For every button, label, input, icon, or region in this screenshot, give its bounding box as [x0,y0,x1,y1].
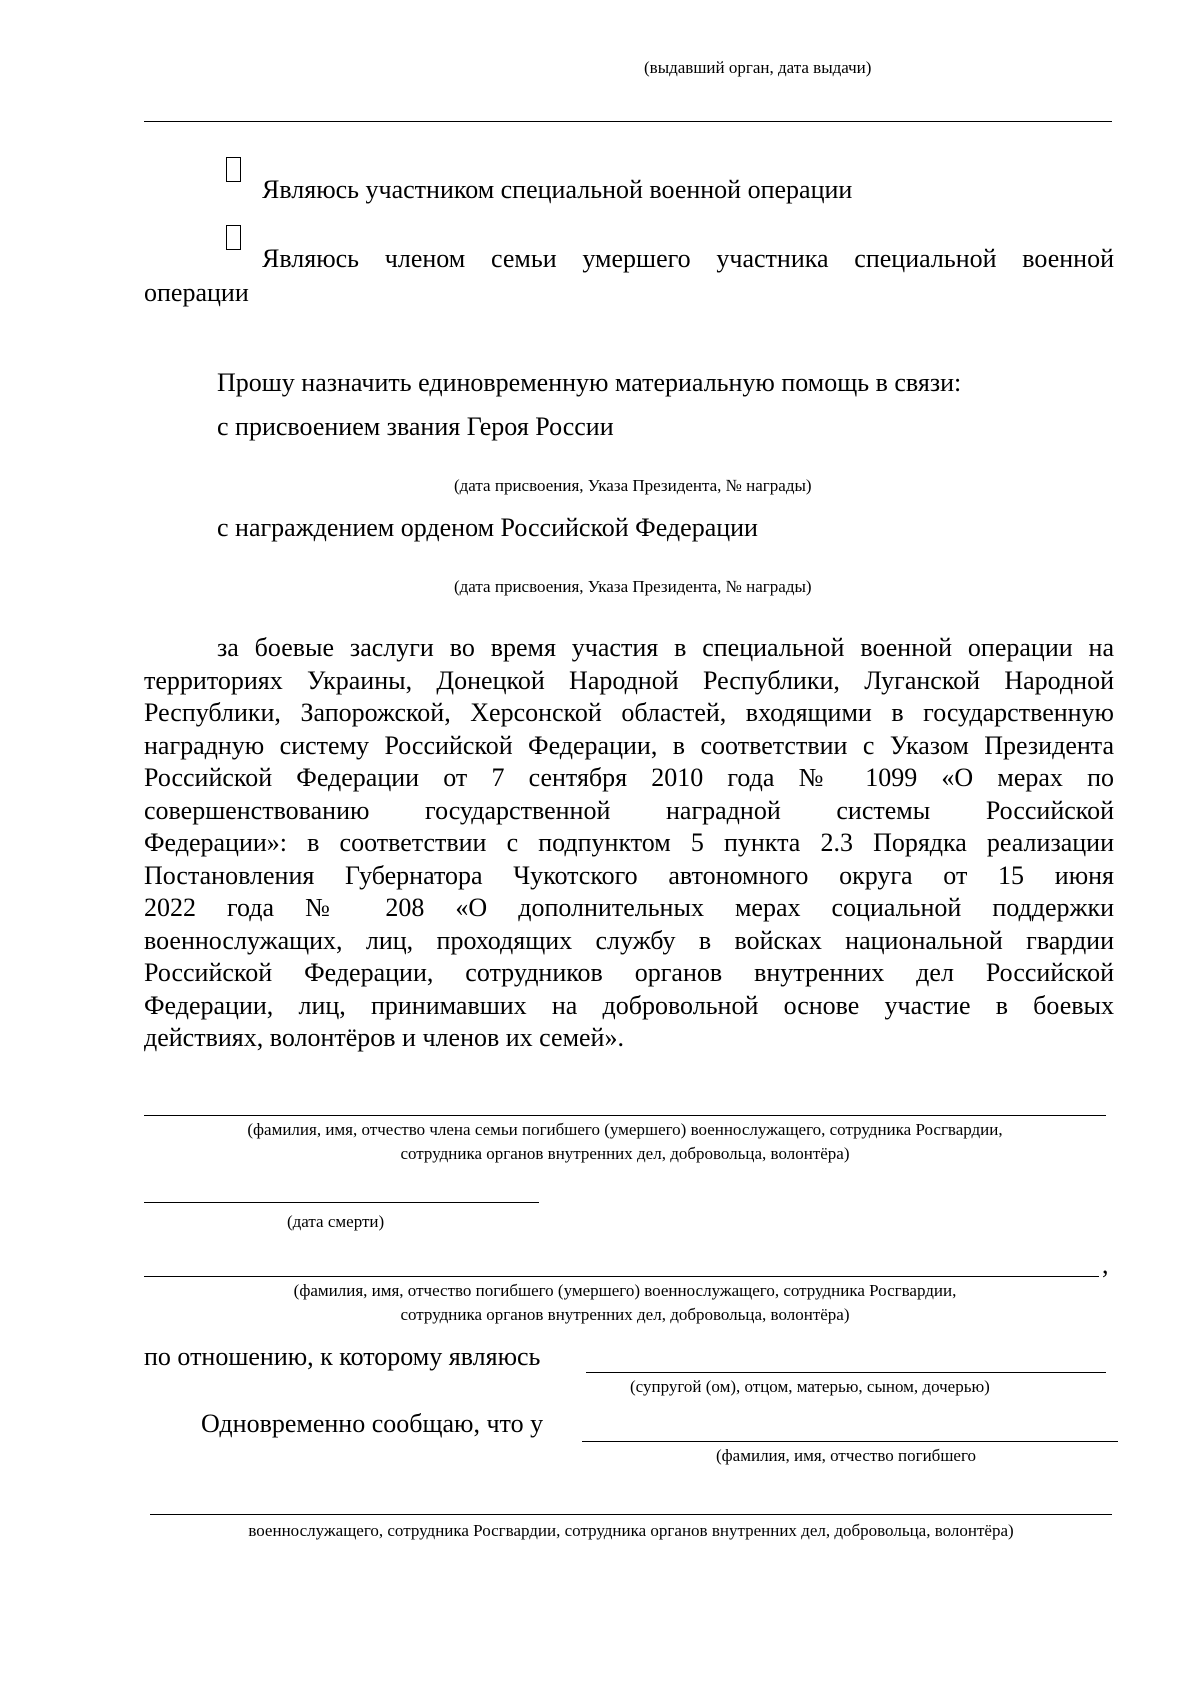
paragraph-line: Российской Федерации от 7 сентября 2010 года № 1099 «О мерах по [144,763,1114,792]
request-order: с награждением орденом Российской Федерации [217,513,758,542]
paragraph-line: военнослужащих, лиц, проходящих службу в войсках национальной гвардии [144,925,1114,955]
participant-checkbox[interactable] [226,157,241,182]
family-member-checkbox[interactable] [226,225,241,250]
paragraph-line: за боевые заслуги во время участия в специальной военной операции на [217,633,1114,662]
report-line[interactable] [582,1441,1118,1442]
report-continuation-line[interactable] [150,1514,1112,1515]
death-date-caption: (дата смерти) [287,1212,385,1231]
relation-line[interactable] [586,1372,1106,1373]
family-member-caption-2: сотрудника органов внутренних дел, добровольца, волонтёра) [400,1144,850,1163]
family-member-name-line[interactable] [144,1115,1106,1116]
participant-checkbox-label: Являюсь участником специальной военной операции [262,175,853,204]
paragraph-line: Постановления Губернатора Чукотского автономного округа от 15 июня [144,860,1114,890]
merits-paragraph [144,632,1114,1055]
order-caption: (дата присвоения, Указа Президента, № награды) [454,577,812,596]
paragraph-line: территориях Украины, Донецкой Народной Республики, Луганской Народной [144,665,1114,695]
report-label: Одновременно сообщаю, что у [201,1409,544,1438]
deceased-caption-2: сотрудника органов внутренних дел, добровольца, волонтёра) [400,1305,850,1324]
request-hero: с присвоением звания Героя России [217,412,614,441]
hero-caption: (дата присвоения, Указа Президента, № награды) [454,476,812,495]
issuer-caption: (выдавший орган, дата выдачи) [644,58,872,77]
paragraph-line: Республики, Запорожской, Херсонской областей, входящими в государственную [144,698,1114,727]
deceased-caption-1: (фамилия, имя, отчество погибшего (умершего) военнослужащего, сотрудника Росгвардии, [293,1281,957,1300]
issuer-line[interactable] [144,121,1112,122]
paragraph-line: действиях, волонтёров и членов их семей». [144,1023,624,1052]
paragraph-line: Федерации, лиц, принимавших на добровольной основе участие в боевых [144,990,1114,1020]
family-member-checkbox-label-line1: Являюсь членом семьи умершего участника специальной военной [262,244,1114,273]
report-caption-2: военнослужащего, сотрудника Росгвардии, сотрудника органов внутренних дел, добровольца, волонтёра) [248,1521,1014,1540]
death-date-line[interactable] [144,1202,539,1203]
family-member-caption-1: (фамилия, имя, отчество члена семьи погибшего (умершего) военнослужащего, сотрудника Росгвардии, [247,1120,1003,1139]
paragraph-line: Федерации»: в соответствии с подпунктом 5 пункта 2.3 Порядка реализации [144,828,1114,857]
paragraph-line: Российской Федерации, сотрудников органов внутренних дел Российской [144,958,1114,987]
relation-caption: (супругой (ом), отцом, матерью, сыном, дочерью) [630,1377,990,1396]
relation-label: по отношению, к которому являюсь [144,1342,541,1371]
paragraph-line: наградную систему Российской Федерации, в соответствии с Указом Президента [144,730,1114,760]
paragraph-line: 2022 года № 208 «О дополнительных мерах социальной поддержки [144,893,1114,922]
report-caption: (фамилия, имя, отчество погибшего [716,1446,977,1465]
request-intro: Прошу назначить единовременную материальную помощь в связи: [217,368,962,397]
family-member-checkbox-label-line2: операции [144,278,249,307]
deceased-name-line[interactable] [144,1276,1099,1277]
paragraph-line: совершенствованию государственной наградной системы Российской [144,795,1114,825]
trailing-comma: , [1102,1250,1109,1279]
